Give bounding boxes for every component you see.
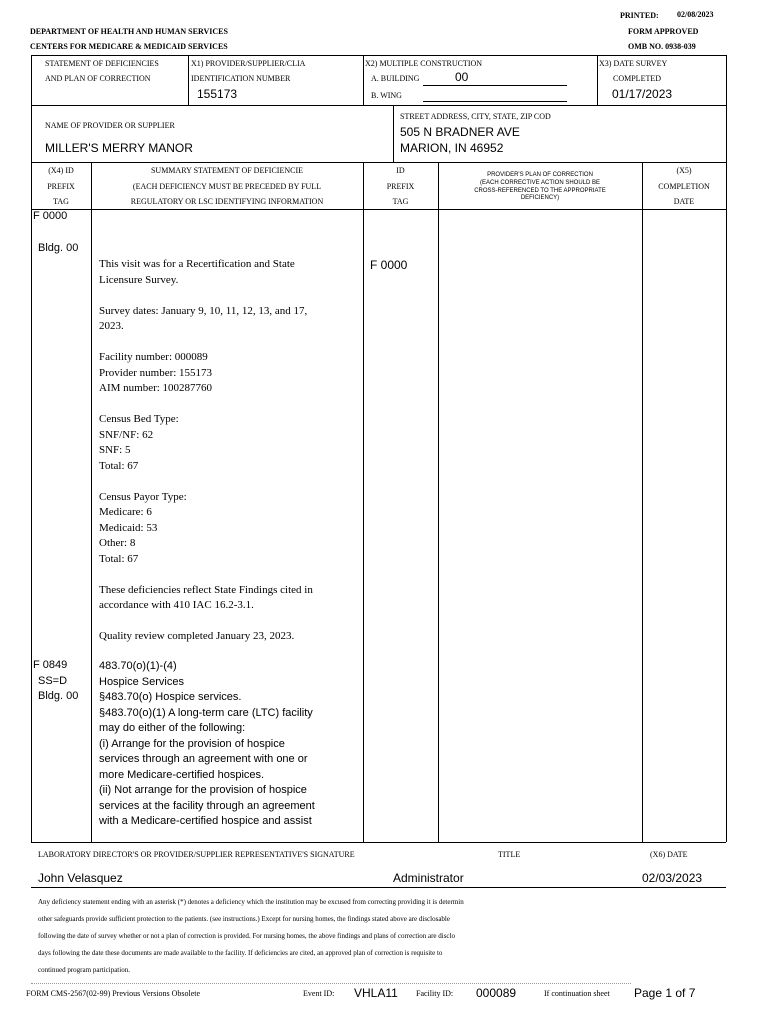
street-line-1: 505 N BRADNER AVE <box>400 125 520 139</box>
summary-line: This visit was for a Recertification and State <box>99 258 295 270</box>
street-address-label: STREET ADDRESS, CITY, STATE, ZIP COD <box>400 112 551 121</box>
summary-line: Total: 67 <box>99 459 139 472</box>
signer-title: Administrator <box>393 871 464 885</box>
summary-line: §483.70(o)(1) A long-term care (LTC) facility <box>99 706 313 719</box>
continuation-label: If continuation sheet <box>544 989 610 998</box>
x3-label-1: X3) DATE SURVEY <box>599 59 668 68</box>
x2-label: X2) MULTIPLE CONSTRUCTION <box>365 59 483 68</box>
facility-id-label: Facility ID: <box>416 989 454 998</box>
summary-line: Other: 8 <box>99 537 136 549</box>
disclaimer <box>38 894 738 979</box>
event-id-label: Event ID: <box>303 989 335 998</box>
event-id-value: VHLA11 <box>354 986 398 1000</box>
disclaimer-line: following the date of survey whether or not a plan of correction is provided. For nursing homes, the above findings and plans of correction are disclo <box>38 932 455 940</box>
summary-line: Licensure Survey. <box>99 273 179 286</box>
printed-date: 02/08/2023 <box>677 10 714 19</box>
tag-bldg-2: Bldg. 00 <box>38 690 79 702</box>
provider-name-value: MILLER'S MERRY MANOR <box>45 141 193 155</box>
provider-name-label: NAME OF PROVIDER OR SUPPLIER <box>45 121 175 130</box>
summary-line: Provider number: 155173 <box>99 366 213 379</box>
summary-line: services at the facility through an agreement <box>99 799 315 812</box>
disclaimer-line: continued program participation. <box>38 966 130 974</box>
building-value: 00 <box>455 70 469 84</box>
tag-bldg-1: Bldg. 00 <box>38 242 79 254</box>
plan-header-1: PROVIDER'S PLAN OF CORRECTION <box>487 172 593 178</box>
x6-date-label: (X6) DATE <box>650 850 688 859</box>
signature-date: 02/03/2023 <box>642 871 703 885</box>
summary-line: Total: 67 <box>99 552 139 565</box>
plan-header-2: (EACH CORRECTIVE ACTION SHOULD BE <box>479 180 601 186</box>
department-title: DEPARTMENT OF HEALTH AND HUMAN SERVICES <box>30 27 228 36</box>
summary-line: 2023. <box>99 320 124 332</box>
plan-header-3: CROSS-REFERENCED TO THE APPROPRIATE <box>474 188 606 194</box>
summary-line: Facility number: 000089 <box>99 351 208 363</box>
summary-line: Survey dates: January 9, 10, 11, 12, 13, and 17, <box>99 304 308 317</box>
summary-line: Census Payor Type: <box>99 490 187 503</box>
summary-line: 483.70(o)(1)-(4) <box>99 660 177 672</box>
summary-line: Hospice Services <box>99 675 184 688</box>
summary-header-2: (EACH DEFICIENCY MUST BE PRECEDED BY FULL <box>132 182 322 191</box>
statement-label-1: STATEMENT OF DEFICIENCIES <box>45 59 159 68</box>
x5-header-1: (X5) <box>676 166 692 175</box>
x5-header-3: DATE <box>673 197 695 206</box>
summary-hospice <box>99 659 361 830</box>
statement-label-2: AND PLAN OF CORRECTION <box>45 74 151 83</box>
x1-label-2: IDENTIFICATION NUMBER <box>191 74 291 83</box>
building-label: A. BUILDING <box>371 74 420 83</box>
disclaimer-line: Any deficiency statement ending with an asterisk (*) denotes a deficiency which the institution may be excused from correcting providing it is determin <box>38 898 464 906</box>
summary-line: with a Medicare-certified hospice and assist <box>99 815 312 827</box>
tag-f0000: F 0000 <box>33 210 68 222</box>
provider-id-value: 155173 <box>197 87 238 101</box>
summary-header-1: SUMMARY STATEMENT OF DEFICIENCIE <box>150 166 304 175</box>
form-approved: FORM APPROVED <box>628 27 699 36</box>
summary-line: Quality review completed January 23, 2023. <box>99 630 295 642</box>
summary-line: SNF/NF: 62 <box>99 428 154 441</box>
wing-label: B. WING <box>371 91 402 100</box>
summary-line: accordance with 410 IAC 16.2-3.1. <box>99 599 254 611</box>
omb-number: OMB NO. 0938-039 <box>628 42 696 51</box>
summary-line: §483.70(o) Hospice services. <box>99 691 242 703</box>
summary-line: (i) Arrange for the provision of hospice <box>99 737 285 750</box>
street-line-2: MARION, IN 46952 <box>400 141 504 155</box>
summary-line: AIM number: 100287760 <box>99 382 213 394</box>
x5-header-2: COMPLETION <box>658 182 710 191</box>
summary-line: services through an agreement with one or <box>99 753 308 765</box>
summary-line: more Medicare-certified hospices. <box>99 768 265 781</box>
survey-date-value: 01/17/2023 <box>612 87 673 101</box>
id-header-2: PREFIX <box>386 182 415 191</box>
title-label: TITLE <box>498 850 521 859</box>
tag-f0849: F 0849 <box>33 659 68 671</box>
facility-id-value: 000089 <box>476 986 517 1000</box>
id-header-1: ID <box>396 166 405 175</box>
x4-header-1: (X4) ID <box>48 166 74 175</box>
summary-line: may do either of the following: <box>99 722 246 734</box>
summary-line: SNF: 5 <box>99 444 131 456</box>
summary-line: (ii) Not arrange for the provision of hospice <box>99 784 307 796</box>
x4-header-2: PREFIX <box>47 182 75 191</box>
summary-line: Medicare: 6 <box>99 506 152 518</box>
signature-label: LABORATORY DIRECTOR'S OR PROVIDER/SUPPLIER REPRESENTATIVE'S SIGNATURE <box>38 850 355 859</box>
id-header-3: TAG <box>392 197 409 206</box>
disclaimer-line: other safeguards provide sufficient protection to the patients. (see instructions.) Except for nursing homes, the findings stated above are disclosable <box>38 915 450 923</box>
summary-line: These deficiencies reflect State Findings cited in <box>99 583 313 596</box>
summary-header-3: REGULATORY OR LSC IDENTIFYING INFORMATION <box>130 197 324 206</box>
right-tag-f0000: F 0000 <box>370 258 408 272</box>
x1-label-1: X1) PROVIDER/SUPPLIER/CLIA <box>191 59 306 68</box>
disclaimer-line: days following the date these documents are made available to the facility. If deficiencies are cited, an approved plan of correction is requisite to <box>38 949 443 957</box>
x3-label-2: COMPLETED <box>613 74 661 83</box>
form-number: FORM CMS-2567(02-99) Previous Versions Obsolete <box>26 989 201 998</box>
centers-title: CENTERS FOR MEDICARE & MEDICAID SERVICES <box>30 42 228 51</box>
printed-label: PRINTED: <box>620 11 659 20</box>
signer-name: John Velasquez <box>38 871 123 885</box>
x4-header-3: TAG <box>53 197 69 206</box>
summary-line: Medicaid: 53 <box>99 521 158 534</box>
summary-line: Census Bed Type: <box>99 413 179 425</box>
summary-intro <box>99 257 361 645</box>
tag-ss: SS=D <box>38 675 68 687</box>
plan-header-4: DEFICIENCY) <box>520 195 560 201</box>
page-number: Page 1 of 7 <box>634 986 696 1000</box>
